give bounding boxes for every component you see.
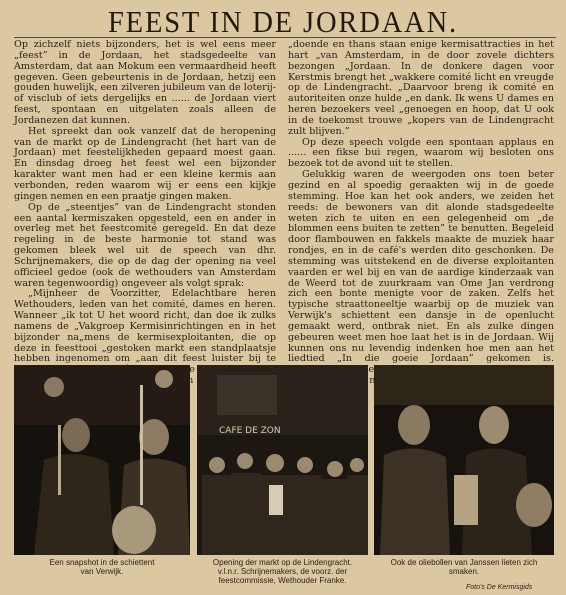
photo-caption — [197, 558, 368, 585]
article-column-right — [288, 40, 554, 398]
caption-line: feestcommissie, Wethouder Franke. — [218, 576, 347, 585]
paragraph: Het spreekt dan ook vanzelf dat de heropening van de markt op de Lindengracht (het hart van de Jordaan) met feestelijkheden gepaard moest gaan. En dinsdag droeg het feest wel een bijzonder karakter want men had er een kleine kermis aan verbonden, reden waarom wij er eens een kijkje gingen nemen en een praatje gingen maken. — [14, 125, 276, 202]
title-rule — [14, 37, 556, 38]
photo-market-opening — [197, 365, 368, 555]
caption-line: Opening der markt op de Lindengracht. — [212, 558, 353, 567]
paragraph: Op de „steentjes” van de Lindengracht stonden een aantal kermiszaken opgesteld, een en ander in overleg met het feestcomité geregeld. En dat deze regeling in de beste harmonie tot stand was gekomen bleek wel uit de speech van dhr. Schrijnemakers, die op de dag der opening na veel officieel gedoe (ook de wethouders van Amsterdam waren tegenwoordig) ongeveer als volgt sprak: — [14, 201, 276, 289]
photo-caption — [374, 558, 554, 576]
paragraph: Op deze speech volgde een spontaan applaus en ...... een fikse bui regen, waarom wij besloten ons bezoek tot de avond uit te stellen. — [288, 136, 554, 170]
paragraph: „Mijnheer de Voorzitter, Edelachtbare heren Wethouders, leden van het comité, dames en heren. Wanneer „ik tot U het woord richt, dan doe ik zulks namens de „Vakgroep Kermisinrichtingen en in het bijzonder na„mens de kermisexploitanten, die op deze in feesttooi „gestoken markt een standplaatsje hebben ingenomen om „aan dit feest luister bij te — [14, 288, 276, 365]
paragraph: „doende en thans staan enige kermisattracties in het hart „van Amsterdam, in de door zovele dichters bezongen „Jordaan. In de donkere dagen voor Kerstmis brengt het „wakkere comité licht en vreugde op de Lindengracht. „Daarvoor breng ik comité en autoriteiten onze hulde „en dank. Ik wens U dames en heren bezoekers veel „genoegen en hoop, dat U ook in de toekomst trouwe „kopers van de Lindengracht zult blijven.” — [288, 39, 554, 137]
paragraph: Op zichzelf niets bijzonders, het is wel eens meer „feest” in de Jordaan, het stadsgedeelte van Amsterdam, dat aan Mokum een vermaardheid heeft gegeven. Geen gebeurtenis in de Jordaan, hetzij een gouden huwelijk, een zilveren jubileum van de loterij- of visclub of iets dergelijks en ...... de Jordaan viert feest, spontaan en uitgelaten zoals alleen de Jordanezen dat kunnen. — [14, 39, 276, 126]
photo-shooting-gallery — [14, 365, 190, 555]
photo-caption — [14, 558, 190, 576]
article-column-left — [14, 40, 276, 398]
caption-line: smaken. — [448, 567, 480, 576]
caption-line: v.l.n.r. Schrijnemakers, de voorz. der — [217, 567, 348, 576]
cafe-sign-text: CAFE DE ZON — [219, 426, 281, 436]
article-title: FEEST IN DE JORDAAN. — [107, 4, 459, 39]
photo-oliebollen-stand — [374, 365, 554, 555]
caption-line: van Verwijk. — [80, 567, 124, 576]
caption-line: Een snapshot in de schiettent — [49, 558, 155, 567]
photo-credit: Foto's De Kermisgids — [466, 584, 533, 591]
paragraph: Gelukkig waren de weergoden ons toen beter gezind en al spoedig geraakten wij in de goede stemming. Hoe kan het ook anders, we zeiden het reeds: de bewoners van dit alonde stadsgedeelte weten zich te uiten en een gelegenheid om „de blommen eens buiten te zetten” te benutten. Begeleid door flambouwen en fakkels maakte de muziek haar rondjes, en in de café's werden dito geschonken. De stemming was uitstekend en de diverse exploitanten vaarden er wel bij en van de aardige kinderzaak van de Weerd tot de zuurkraam van Ome Jan verdrong zich een bonte menigte voor de zaken. Zelfs het typische straattoneeltje waarbij op de muziek van Verwijk's schiettent een dansje in de openlucht gemaakt werd, ontbrak niet. En als zulke dingen gebeuren weet men hoe laat het is in de Jordaan. Wij kunnen ons nu levendig indenken hoe men aan het liedtied „In die goeie Jordaan” gekomen is. een — [288, 169, 554, 376]
caption-line: Ook de oliebollen van Janssen lieten zich — [390, 558, 538, 567]
